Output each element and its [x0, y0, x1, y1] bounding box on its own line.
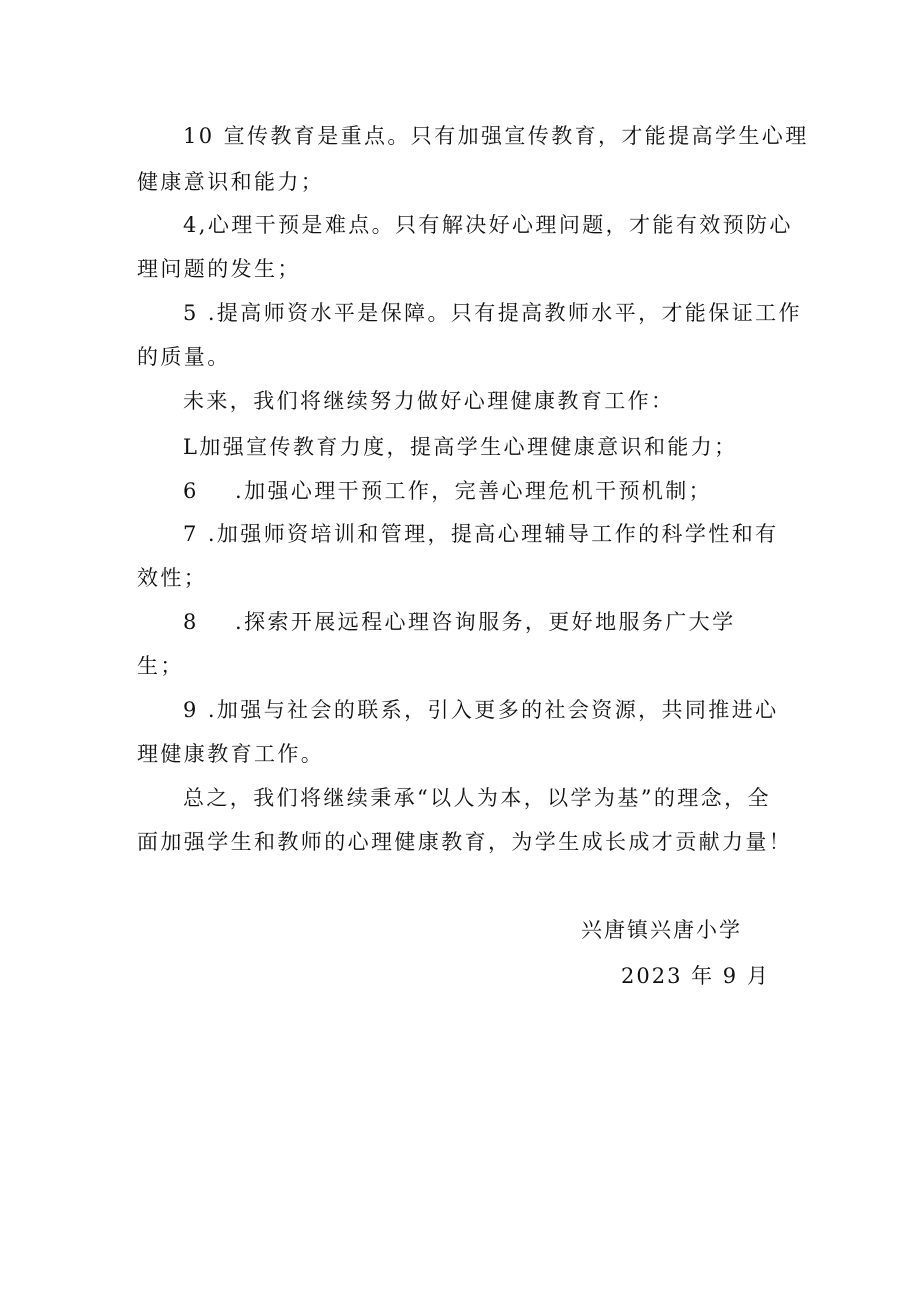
paragraph-line: L加强宣传教育力度，提高学生心理健康意识和能力；: [183, 435, 738, 459]
signature-organization: 兴唐镇兴唐小学: [581, 918, 742, 942]
paragraph-line: 的质量。: [137, 345, 231, 369]
paragraph-line: 面加强学生和教师的心理健康教育，为学生成长成才贡献力量！: [137, 830, 793, 854]
paragraph-line: 4,心理干预是难点。只有解决好心理问题，才能有效预防心: [183, 213, 793, 237]
paragraph-line: 未来，我们将继续努力做好心理健康教育工作：: [183, 389, 675, 413]
paragraph-line: 理健康教育工作。: [137, 742, 325, 766]
paragraph-line: 效性；: [137, 566, 208, 590]
paragraph-line: 理问题的发生；: [137, 257, 301, 281]
list-number: 6: [183, 479, 199, 503]
paragraph-line: 健康意识和能力；: [137, 170, 325, 194]
paragraph-line: 总之，我们将继续秉承“以人为本，以学为基”的理念，全: [183, 786, 771, 810]
paragraph-line: 生；: [137, 654, 184, 678]
paragraph-line: 7 .加强师资培训和管理，提高心理辅导工作的科学性和有: [183, 522, 779, 546]
paragraph-line: [183, 610, 735, 634]
paragraph-line: [183, 479, 712, 503]
paragraph-line: 9 .加强与社会的联系，引入更多的社会资源，共同推进心: [183, 698, 779, 722]
list-number: 8: [183, 610, 199, 634]
signature-date: 2023 年 9 月: [621, 964, 770, 988]
paragraph-line: 10 宣传教育是重点。只有加强宣传教育，才能提高学生心理: [183, 124, 809, 148]
list-text: .加强心理干预工作，完善心理危机干预机制；: [235, 479, 713, 503]
list-text: .探索开展远程心理咨询服务，更好地服务广大学: [235, 610, 736, 634]
paragraph-line: 5 .提高师资水平是保障。只有提高教师水平，才能保证工作: [183, 301, 802, 325]
